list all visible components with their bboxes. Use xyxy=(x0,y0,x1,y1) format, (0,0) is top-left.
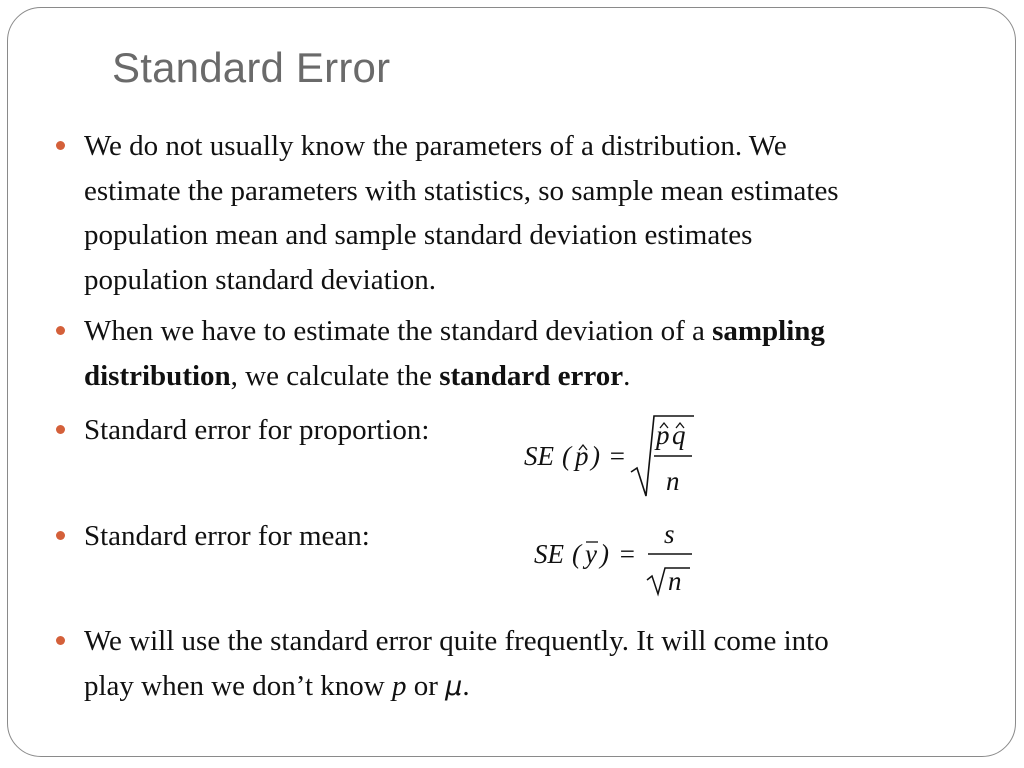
text-segment: play when we don’t know xyxy=(84,669,392,702)
bullet-sampling-distribution xyxy=(84,309,825,398)
formula-numerator-q: q xyxy=(672,420,686,450)
formula-numerator-s: s xyxy=(664,519,675,549)
variable-mu: μ xyxy=(445,670,463,702)
formula-equals: = xyxy=(618,539,637,569)
formula-se-label: SE xyxy=(524,441,554,471)
text-segment: or xyxy=(406,669,446,702)
text-segment: When we have to estimate the standard deviation of a xyxy=(84,315,713,347)
bullet-line xyxy=(84,309,825,354)
bold-term: standard error xyxy=(439,359,624,392)
formula-se-label: SE xyxy=(534,539,564,569)
variable-p: p xyxy=(391,669,407,702)
text-segment: . xyxy=(623,359,631,392)
bullet-line: estimate the parameters with statistics, so sample mean estimates xyxy=(84,174,839,207)
formula-paren-close: ) xyxy=(600,539,609,569)
formula-se-proportion xyxy=(520,408,705,500)
formula-denominator-n: n xyxy=(666,466,680,496)
bullet-usage xyxy=(84,619,829,709)
formula-paren-open: ( xyxy=(572,539,581,569)
text-segment: , we calculate the xyxy=(230,359,440,392)
formula-denominator-n: n xyxy=(668,566,682,596)
bullet-marker xyxy=(56,141,65,150)
bold-term: distribution xyxy=(84,359,231,392)
bullet-line: Standard error for proportion: xyxy=(84,414,430,446)
bullet-line xyxy=(84,664,829,710)
formula-paren-open: ( xyxy=(562,441,571,471)
bullet-line xyxy=(84,354,825,399)
bullet-marker xyxy=(56,326,65,335)
formula-var-y: y xyxy=(585,539,597,569)
bullet-marker xyxy=(56,636,65,645)
text-segment: . xyxy=(462,669,470,702)
bullet-line: Standard error for mean: xyxy=(84,520,370,552)
bold-term: sampling xyxy=(712,315,825,347)
slide-title: Standard Error xyxy=(112,44,391,91)
bullet-parameters xyxy=(84,124,839,302)
formula-se-mean xyxy=(530,518,700,600)
formula-paren-close: ) xyxy=(591,441,600,471)
bullet-line: We do not usually know the parameters of a distribution. We xyxy=(84,130,787,162)
formula-var-p: p xyxy=(575,441,589,471)
bullet-se-mean xyxy=(84,514,370,559)
bullet-marker xyxy=(56,531,65,540)
bullet-line: population mean and sample standard deviation estimates xyxy=(84,219,753,251)
bullet-line: population standard deviation. xyxy=(84,263,436,296)
bullet-se-proportion xyxy=(84,408,429,453)
formula-equals: = xyxy=(608,441,627,471)
bullet-line: We will use the standard error quite frequently. It will come into xyxy=(84,625,829,657)
formula-numerator-p: p xyxy=(656,420,670,450)
bullet-marker xyxy=(56,425,65,434)
